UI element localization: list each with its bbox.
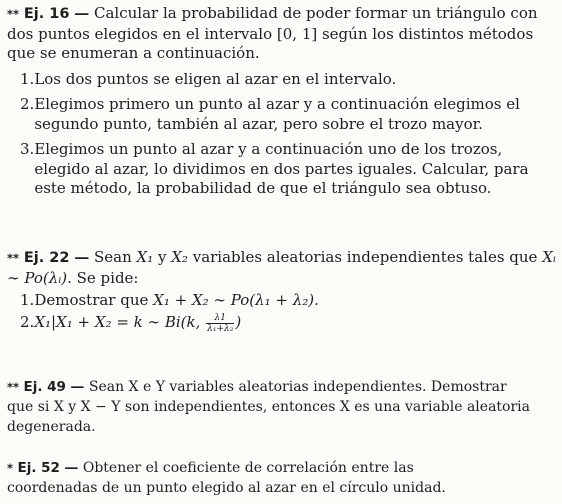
exercise-52 [7,458,492,498]
math-conditional-distribution: X₁|X₁ + X₂ = k ∼ Bi(k, [34,312,201,331]
math-close-paren: ) [235,312,242,331]
difficulty-stars: ** [7,380,20,394]
difficulty-stars: * [7,461,14,475]
fraction-numerator: λ1 [206,313,234,324]
statement-part: y [153,248,172,266]
math-fraction [206,313,234,334]
exercise-number: Ej. 22 [23,250,70,266]
dash: — [74,4,90,22]
item-number: 3. [20,140,35,158]
exercise-number: Ej. 52 [17,460,60,476]
difficulty-stars: ** [7,7,20,21]
exercise-number: Ej. 49 [23,379,66,395]
exercise-statement: Sean X e Y variables aleatorias independientes. Demostrar que si X y X − Y son independientes, entonces X es una variable aleatoria degenerada. [7,379,530,435]
list-item [20,70,556,90]
dash: — [74,248,90,266]
statement-part: Sean [94,248,137,266]
item-number: 2. [20,95,35,113]
statement-part: variables aleatorias independientes tales que [187,248,543,266]
item-text: Elegimos un punto al azar y a continuación uno de los trozos, elegido al azar, lo dividimos en dos partes iguales. Calcular, para este método, la probabilidad de que el triángulo sea obtuso. [34,140,529,197]
exercise-statement: Calcular la probabilidad de poder formar un triángulo con dos puntos elegidos en el intervalo [0, 1] según los distintos métodos que se enumeran a continuación. [7,4,538,62]
item-number: 1. [20,69,35,88]
list-item [20,95,556,134]
exercise-16-list [20,70,556,199]
item-text: Demostrar que [34,291,154,309]
exercise-number: Ej. 16 [23,6,70,22]
item-number: 1. [20,291,35,309]
item-text: Los dos puntos se eligen al azar en el intervalo. [34,69,397,88]
list-item [20,313,556,335]
dash: — [64,460,79,476]
exercise-22-list [20,291,556,334]
exercise-16 [7,4,556,199]
math-sum-distribution: X₁ + X₂ ∼ Po(λ₁ + λ₂). [153,291,319,309]
list-item [20,291,556,311]
fraction-denominator: λ₁+λ₂ [207,324,234,335]
list-item [20,140,556,199]
exercise-16-intro [7,4,556,64]
exercise-49 [7,377,532,437]
exercise-22 [7,248,556,334]
item-number: 2. [20,312,35,331]
math-x2: X₂ [171,248,188,266]
dash: — [70,379,85,395]
exercise-statement: Obtener el coeficiente de correlación entre las coordenadas de un punto elegido al azar en el círculo unidad. [7,460,446,496]
statement-part: . Se pide: [67,268,139,287]
item-text: Elegimos primero un punto al azar y a continuación elegimos el segundo punto, también al azar, pero sobre el trozo mayor. [34,95,520,133]
exercise-22-intro [7,248,556,288]
math-x1: X₁ [136,248,154,266]
difficulty-stars: ** [7,251,20,265]
math-xi-distribution: Xᵢ ∼ Po(λᵢ) [7,248,556,287]
